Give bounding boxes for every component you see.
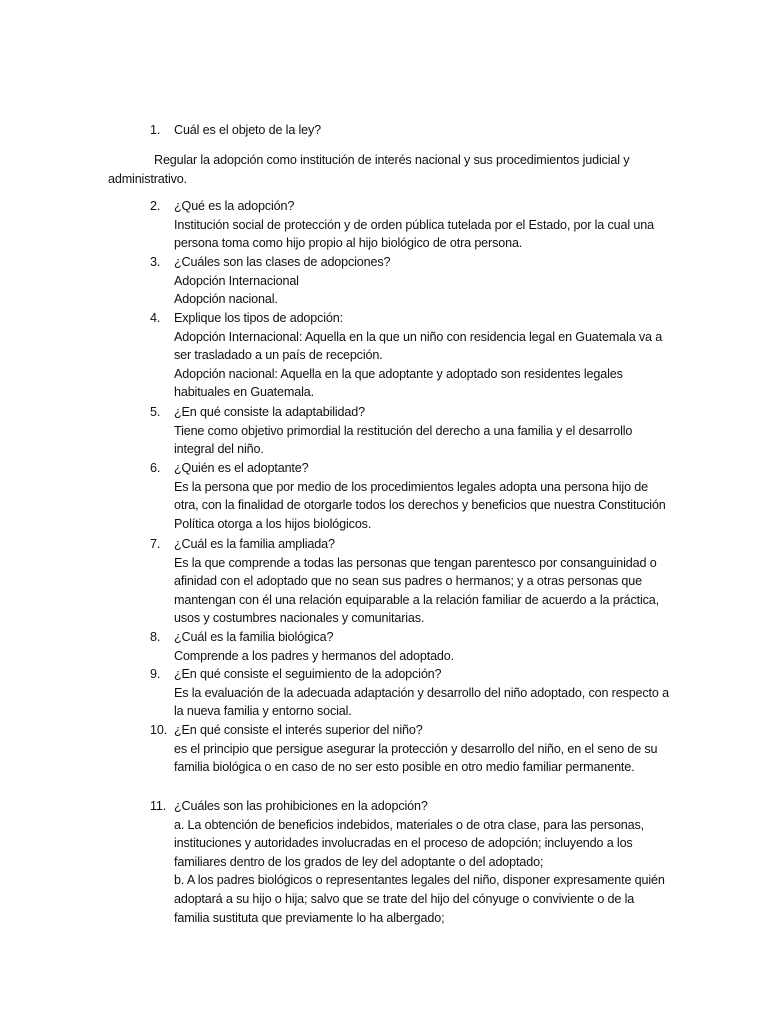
- answer-paragraph: Regular la adopción como institución de interés nacional y sus procedimientos judicial y administrativo.: [108, 153, 630, 186]
- list-item-10: [150, 721, 670, 777]
- list-item-6: [150, 459, 670, 533]
- item-number: 7.: [150, 537, 161, 551]
- answer: Adopción nacional.: [174, 292, 278, 307]
- question: ¿Cuál es la familia ampliada?: [174, 537, 335, 551]
- answer: Institución social de protección y de orden pública tutelada por el Estado, por la cual una persona toma como hijo propio al hijo biológico de otra persona.: [174, 217, 654, 251]
- question: ¿Cuáles son las prohibiciones en la adopción?: [174, 799, 428, 813]
- item-number: 8.: [150, 630, 161, 644]
- list-item-5: [150, 403, 670, 459]
- answer: a. La obtención de beneficios indebidos, materiales o de otra clase, para las personas, instituciones y autoridades involucradas en el proceso de adopción; incluyendo a los familiares dentro de los grados de ley del adoptante o del adoptado;: [174, 817, 645, 869]
- list-item-8: [150, 628, 670, 665]
- item-number: 3.: [150, 255, 161, 269]
- question: Explique los tipos de adopción:: [174, 311, 343, 325]
- question: ¿Quién es el adoptante?: [174, 461, 309, 475]
- question: ¿Cuál es la familia biológica?: [174, 630, 334, 644]
- item-number: 2.: [150, 199, 161, 213]
- answer: Adopción Internacional: Aquella en la que un niño con residencia legal en Guatemala va a ser trasladado a un país de recepción.: [174, 329, 663, 363]
- answer: Es la persona que por medio de los procedimientos legales adopta una persona hijo de otra, con la finalidad de otorgarle todos los derechos y beneficios que nuestra Constitución Política otorga a los hijos biológicos.: [174, 479, 666, 531]
- question: ¿En qué consiste el seguimiento de la adopción?: [174, 667, 442, 681]
- item-number: 6.: [150, 461, 161, 475]
- question: ¿Cuáles son las clases de adopciones?: [174, 255, 391, 269]
- answer: Comprende a los padres y hermanos del adoptado.: [174, 648, 454, 663]
- answer: b. A los padres biológicos o representantes legales del niño, disponer expresamente quién adoptará a su hijo o hija; salvo que se trate del hijo del cónyuge o conviviente o de la familia sustituta que previamente lo ha albergado;: [174, 873, 665, 925]
- answer: Es la evaluación de la adecuada adaptación y desarrollo del niño adoptado, con respecto a la nueva familia y entorno social.: [174, 685, 669, 719]
- item-number: 11.: [150, 799, 167, 813]
- list-item-7: [150, 535, 670, 628]
- item-number: 5.: [150, 405, 161, 419]
- answer: Adopción nacional: Aquella en la que adoptante y adoptado son residentes legales habituales en Guatemala.: [174, 366, 623, 400]
- answer: es el principio que persigue asegurar la protección y desarrollo del niño, en el seno de su familia biológica o en caso de no ser esto posible en otro medio familiar permanente.: [174, 741, 658, 775]
- list-item-9: [150, 665, 670, 721]
- answer: Adopción Internacional: [174, 273, 299, 288]
- question: ¿En qué consiste la adaptabilidad?: [174, 405, 365, 419]
- list-item-11: [150, 797, 670, 927]
- list-item-1: [150, 121, 670, 140]
- answer: Tiene como objetivo primordial la restitución del derecho a una familia y el desarrollo integral del niño.: [174, 423, 633, 457]
- answer: Es la que comprende a todas las personas que tengan parentesco por consanguinidad o afinidad con el adoptado que no sean sus padres o hermanos; y a otras personas que mantengan con él una relación equiparable a la relación familiar de acuerdo a la práctica, usos y costumbres nacionales y comunitarias.: [174, 555, 659, 626]
- list-item-4: [150, 309, 670, 402]
- question: ¿Qué es la adopción?: [174, 199, 295, 213]
- list-item-2: [150, 197, 670, 253]
- item-number: 9.: [150, 667, 161, 681]
- item-number: 4.: [150, 311, 161, 325]
- question: Cuál es el objeto de la ley?: [174, 123, 322, 137]
- item-number: 1.: [150, 123, 161, 137]
- question: ¿En qué consiste el interés superior del niño?: [174, 723, 423, 737]
- list-item-3: [150, 253, 670, 309]
- item-number: 10.: [150, 723, 168, 737]
